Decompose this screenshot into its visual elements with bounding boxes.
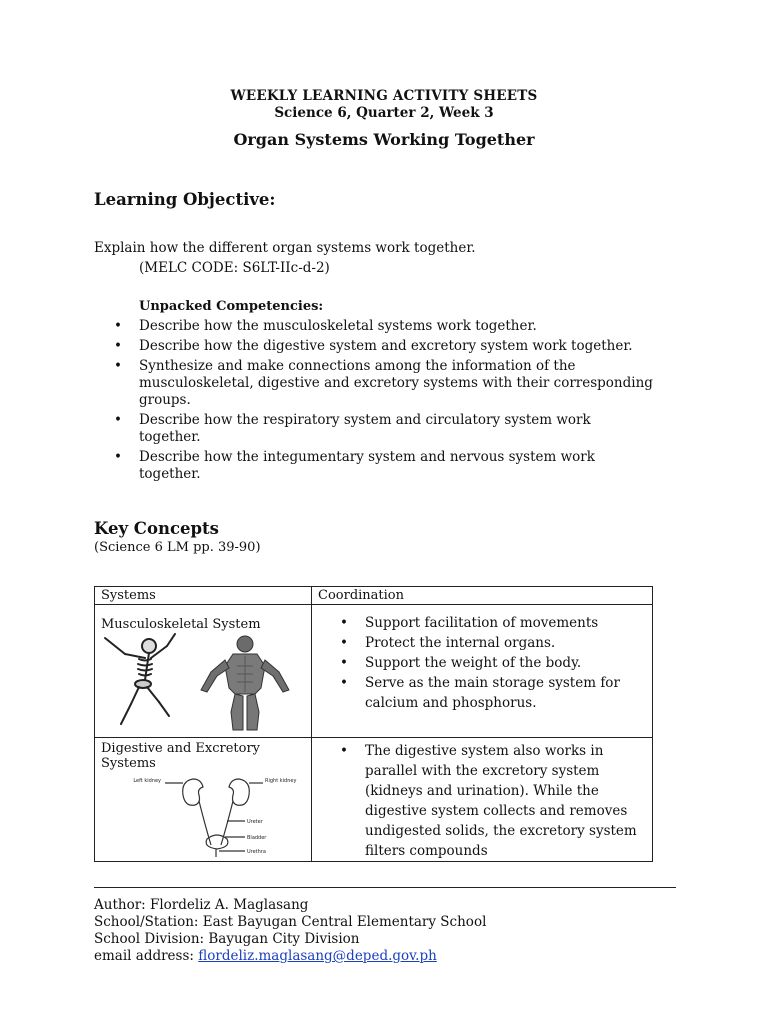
label-right-kidney: Right kidney <box>265 778 297 784</box>
doc-header-line1: WEEKLY LEARNING ACTIVITY SHEETS <box>230 88 538 104</box>
urinary-system-diagram <box>95 771 311 857</box>
list-item: • Describe how the integumentary system and nervous system work together. <box>94 449 654 483</box>
footer-school: School/Station: East Bayugan Central Elementary School <box>94 914 487 930</box>
list-item: • Describe how the musculoskeletal systems work together. <box>94 318 654 335</box>
footer-email-line <box>94 948 437 965</box>
email-link[interactable]: flordeliz.maglasang@deped.gov.ph <box>198 948 437 964</box>
coordination-list <box>312 738 652 861</box>
melc-code: (MELC CODE: S6LT-IIc-d-2) <box>139 260 330 276</box>
table-cell <box>312 738 653 862</box>
key-concepts-heading: Key Concepts <box>94 519 219 538</box>
competencies-heading: Unpacked Competencies: <box>139 299 324 314</box>
doc-title: Organ Systems Working Together <box>233 130 535 149</box>
list-item: • Describe how the digestive system and excretory system work together. <box>94 338 654 355</box>
key-concepts-reference: (Science 6 LM pp. 39-90) <box>94 540 261 555</box>
header-systems: Systems <box>101 588 156 603</box>
label-left-kidney: Left kidney <box>133 778 161 784</box>
objective-text: Explain how the different organ systems work together. <box>94 240 476 256</box>
table-header-cell <box>312 587 653 605</box>
table-cell <box>312 605 653 738</box>
list-item: • The digestive system also works in parallel with the excretory system (kidneys and urination). While the digestive system collects and removes undigested solids, the excretory system filters compounds <box>312 741 652 861</box>
system-name: Musculoskeletal System <box>101 617 261 632</box>
table-row <box>95 738 653 862</box>
list-item: • Support facilitation of movements <box>312 613 652 633</box>
table-row <box>95 605 653 738</box>
email-label: email address: <box>94 948 199 964</box>
table-cell <box>95 605 312 738</box>
label-bladder: Bladder <box>247 835 267 841</box>
list-item: • Synthesize and make connections among the information of the musculoskeletal, digestive and excretory systems with their corresponding groups. <box>94 358 654 409</box>
muscle-figure <box>201 636 289 730</box>
footer-author: Author: Flordeliz A. Maglasang <box>94 897 309 913</box>
learning-objective-heading: Learning Objective: <box>94 190 276 209</box>
doc-header-line2: Science 6, Quarter 2, Week 3 <box>274 105 494 121</box>
key-concepts-table <box>94 586 653 862</box>
label-ureter: Ureter <box>247 819 263 825</box>
list-item: • Serve as the main storage system for calcium and phosphorus. <box>312 673 652 713</box>
coordination-list <box>312 605 652 713</box>
competencies-list <box>94 318 654 486</box>
list-item: • Describe how the respiratory system and circulatory system work together. <box>94 412 654 446</box>
list-item: • Protect the internal organs. <box>312 633 652 653</box>
table-cell <box>95 738 312 862</box>
table-header-row <box>95 587 653 605</box>
skeleton-figure <box>105 634 175 724</box>
header-coordination: Coordination <box>318 588 404 603</box>
system-name: Digestive and Excretory Systems <box>101 741 261 771</box>
list-item: • Support the weight of the body. <box>312 653 652 673</box>
footer-division: School Division: Bayugan City Division <box>94 931 360 947</box>
footer-divider <box>94 887 676 888</box>
label-urethra: Urethra <box>247 849 266 855</box>
musculoskeletal-illustration <box>95 632 311 732</box>
table-header-cell <box>95 587 312 605</box>
